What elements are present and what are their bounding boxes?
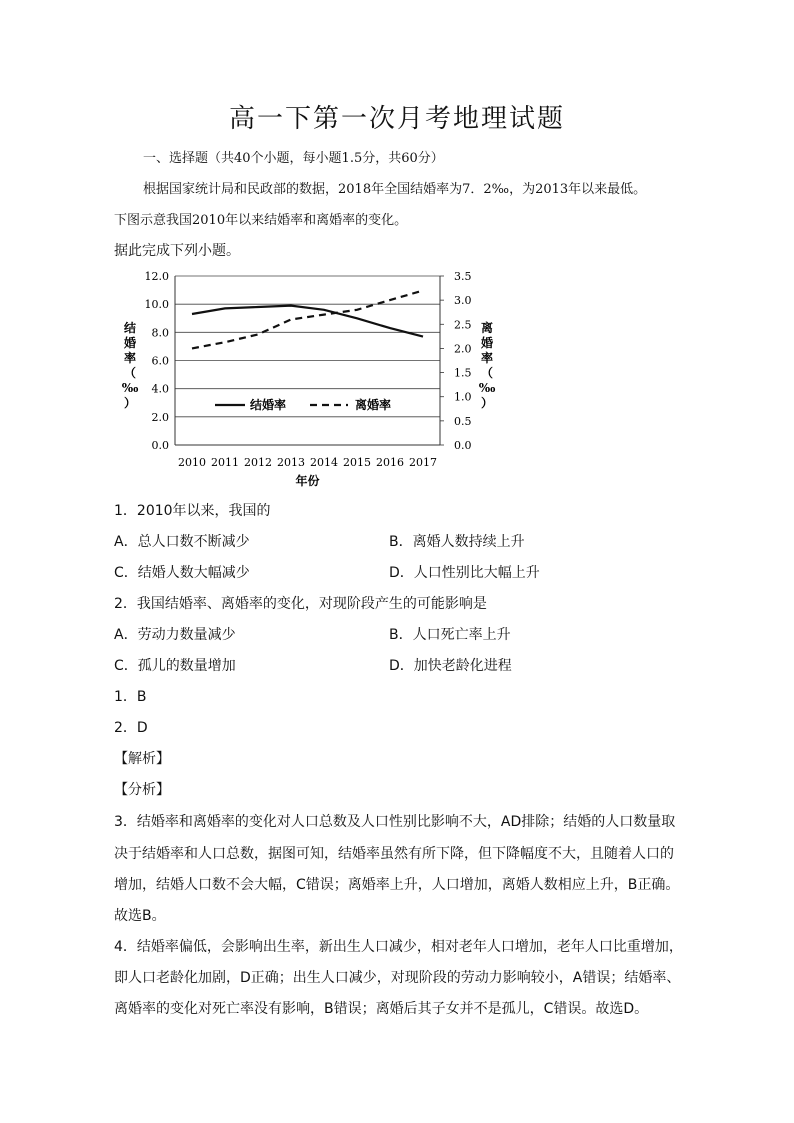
right-tick-label: 2.0 bbox=[454, 342, 472, 356]
legend-marriage-label: 结婚率 bbox=[250, 398, 287, 412]
right-axis-label-char: ‰ bbox=[478, 381, 496, 395]
left-tick-label: 8.0 bbox=[151, 326, 169, 340]
right-tick-label: 2.5 bbox=[454, 318, 472, 332]
x-tick-label: 2017 bbox=[409, 456, 437, 469]
right-axis-label-char: 婚 bbox=[480, 336, 494, 350]
jiexi-label: 【解析】 bbox=[114, 751, 170, 767]
q1-option-c: C．结婚人数大幅减少 bbox=[114, 565, 250, 581]
q2-option-d: D．加快老龄化进程 bbox=[389, 658, 512, 674]
q2-option-b: B．人口死亡率上升 bbox=[389, 627, 511, 643]
left-tick-label: 4.0 bbox=[151, 382, 169, 396]
right-tick-label: 0.0 bbox=[454, 439, 472, 452]
intro-line-2: 下图示意我国2010年以来结婚率和离婚率的变化。 bbox=[114, 213, 408, 228]
answer-2: 2．D bbox=[114, 720, 148, 736]
left-axis-label-char: ） bbox=[123, 396, 137, 410]
left-tick-label: 10.0 bbox=[144, 298, 169, 312]
explanation-3-line-4: 故选B。 bbox=[114, 908, 166, 924]
x-tick-label: 2013 bbox=[277, 456, 305, 469]
q1-option-a: A．总人口数不断减少 bbox=[114, 534, 250, 550]
left-axis-label-char: 结 bbox=[123, 321, 137, 335]
right-tick-label: 3.0 bbox=[454, 294, 472, 308]
explanation-4-line-3: 离婚率的变化对死亡率没有影响，B错误；离婚后其子女并不是孤儿，C错误。故选D。 bbox=[114, 1001, 649, 1017]
left-tick-label: 0.0 bbox=[151, 439, 169, 452]
explanation-4-line-2: 即人口老龄化加剧，D正确；出生人口减少，对现阶段的劳动力影响较小，A错误；结婚率、 bbox=[114, 970, 681, 986]
fenxi-label: 【分析】 bbox=[114, 782, 170, 798]
x-tick-label: 2016 bbox=[376, 456, 404, 469]
q2-stem: 2．我国结婚率、离婚率的变化，对现阶段产生的可能影响是 bbox=[114, 596, 487, 612]
x-tick-label: 2010 bbox=[178, 456, 206, 469]
q1-option-d: D．人口性别比大幅上升 bbox=[389, 565, 540, 581]
right-tick-label: 0.5 bbox=[454, 414, 472, 428]
left-tick-label: 6.0 bbox=[151, 354, 169, 368]
q1-stem: 1．2010年以来，我国的 bbox=[114, 503, 271, 519]
explanation-3-line-2: 决于结婚率和人口总数，据图可知，结婚率虽然有所下降，但下降幅度不大，且随着人口的 bbox=[114, 846, 674, 862]
page-title: 高一下第一次月考地理试题 bbox=[228, 104, 565, 134]
x-tick-label: 2015 bbox=[343, 456, 371, 469]
divorce-rate-line bbox=[192, 291, 423, 349]
left-axis-label-char: （ bbox=[123, 366, 137, 380]
intro-line-3: 据此完成下列小题。 bbox=[114, 243, 240, 259]
x-tick-label: 2012 bbox=[244, 456, 272, 469]
left-tick-label: 2.0 bbox=[151, 410, 169, 424]
q2-option-a: A．劳动力数量减少 bbox=[114, 627, 236, 643]
left-axis-label-char: 婚 bbox=[123, 336, 137, 350]
explanation-4-line-1: 4．结婚率偏低，会影响出生率，新出生人口减少，相对老年人口增加，老年人口比重增加， bbox=[114, 939, 683, 955]
answer-1: 1．B bbox=[114, 689, 147, 705]
right-axis-label-char: ） bbox=[480, 396, 494, 410]
x-tick-label: 2014 bbox=[310, 456, 338, 469]
q1-option-b: B．离婚人数持续上升 bbox=[389, 534, 525, 550]
x-axis-label: 年份 bbox=[295, 474, 320, 488]
marriage-divorce-chart bbox=[110, 262, 510, 494]
right-tick-label: 3.5 bbox=[454, 270, 472, 283]
right-axis-label-char: 离 bbox=[480, 321, 494, 335]
right-axis-label-char: 率 bbox=[480, 351, 494, 365]
intro-line-1: 根据国家统计局和民政部的数据，2018年全国结婚率为7．2‰，为2013年以来最低。 bbox=[143, 182, 647, 197]
explanation-3-line-1: 3．结婚率和离婚率的变化对人口总数及人口性别比影响不大，AD排除；结婚的人口数量取 bbox=[114, 814, 676, 830]
explanation-3-line-3: 增加，结婚人口数不会大幅，C错误；离婚率上升，人口增加，离婚人数相应上升，B正确。 bbox=[114, 877, 680, 893]
left-axis-label-char: 率 bbox=[123, 351, 137, 365]
x-tick-label: 2011 bbox=[211, 456, 239, 469]
q2-option-c: C．孤儿的数量增加 bbox=[114, 658, 236, 674]
right-tick-label: 1.5 bbox=[454, 366, 472, 380]
right-axis-label-char: （ bbox=[480, 366, 494, 380]
left-axis-label-char: ‰ bbox=[121, 381, 139, 395]
section-heading: 一、选择题（共40个小题，每小题1.5分，共60分） bbox=[143, 151, 444, 166]
legend-divorce-label: 离婚率 bbox=[355, 398, 392, 412]
right-tick-label: 1.0 bbox=[454, 390, 472, 404]
left-tick-label: 12.0 bbox=[144, 270, 169, 283]
